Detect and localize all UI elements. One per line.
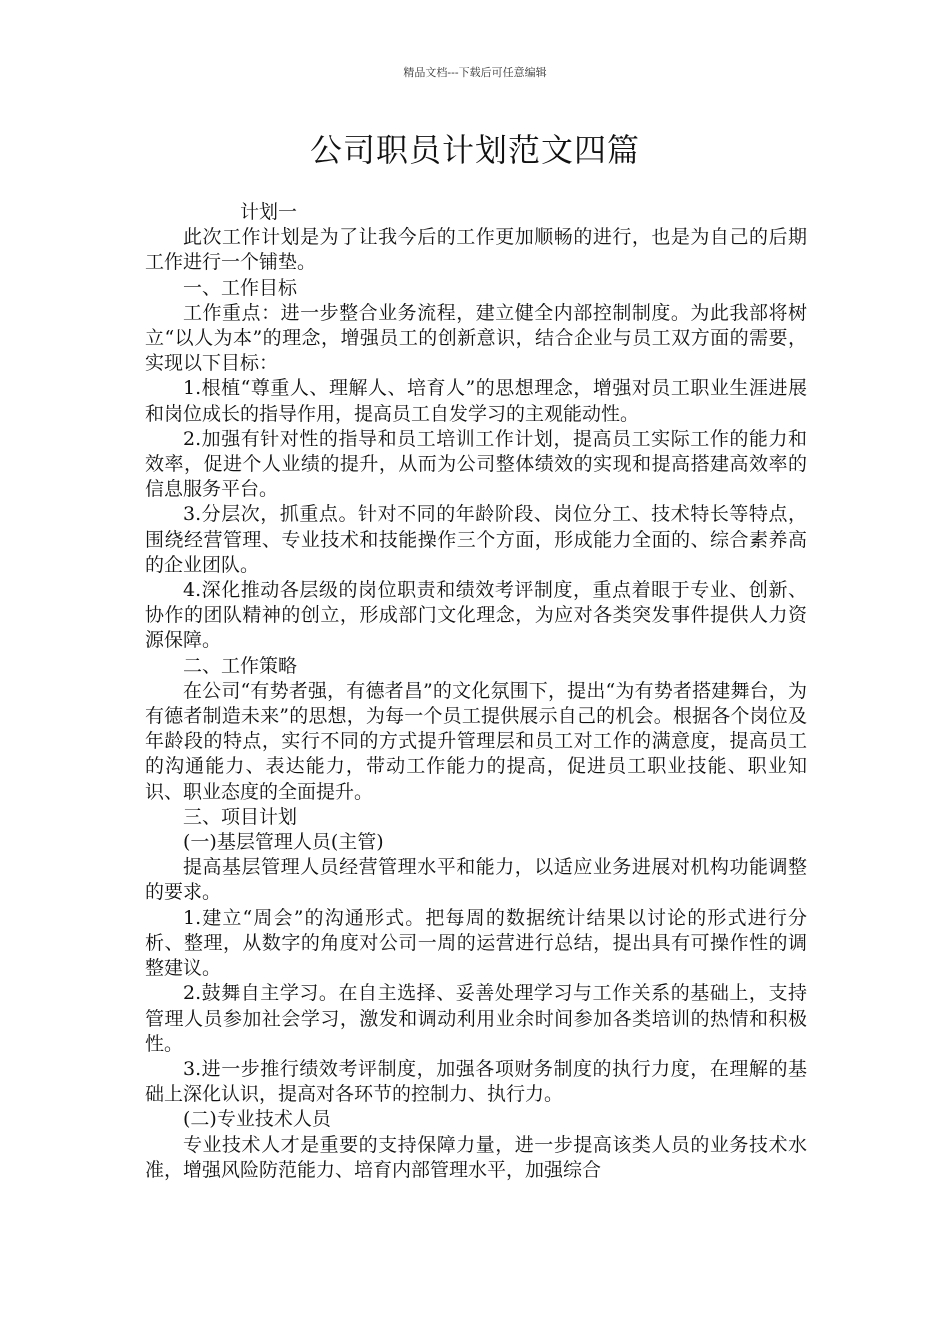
goal-item-2: 2.加强有针对性的指导和员工培训工作计划，提高员工实际工作的能力和效率，促进个人业绩的提升，从而为公司整体绩效的实现和提高搭建高效率的信息服务平台。 [145,427,807,501]
section-heading-work-goals: 一、工作目标 [183,276,298,299]
plan-label: 计划一 [240,201,298,223]
section-heading-project-plan: 三、项目计划 [183,805,298,828]
goal-item-3: 3.分层次，抓重点。针对不同的年龄阶段、岗位分工、技术特长等特点，围绕经营管理、专业技术和技能操作三个方面，形成能力全面的、综合素养高的企业团队。 [145,503,807,576]
managers-intro-paragraph: 提高基层管理人员经营管理水平和能力，以适应业务进展对机构功能调整的要求。 [145,856,807,904]
section-heading-work-strategy: 二、工作策略 [183,654,298,677]
managers-item-3: 3.进一步推行绩效考评制度，加强各项财务制度的执行力度，在理解的基础上深化认识，提高对各环节的控制力、执行力。 [145,1057,807,1106]
subsection-heading-grassroots-managers: (一)基层管理人员(主管) [183,831,384,854]
goal-item-4: 4.深化推动各层级的岗位职责和绩效考评制度，重点着眼于专业、创新、协作的团队精神的创立，形成部门文化理念，为应对各类突发事件提供人力资源保障。 [145,579,807,652]
technical-staff-paragraph: 专业技术人才是重要的支持保障力量，进一步提高该类人员的业务技术水准，增强风险防范能力、培育内部管理水平，加强综合 [145,1133,807,1181]
strategy-paragraph: 在公司“有势者强，有德者昌”的文化氛围下，提出“为有势者搭建舞台，为有德者制造未来”的思想，为每一个员工提供展示自己的机会。根据各个岗位及年龄段的特点，实行不同的方式提升管理层和员工对工作的满意度，提高员工的沟通能力、表达能力，带动工作能力的提高，促进员工职业技能、职业知识、职业态度的全面提升。 [145,679,807,803]
intro-paragraph: 此次工作计划是为了让我今后的工作更加顺畅的进行，也是为自己的后期工作进行一个铺垫。 [145,226,807,274]
document-title: 公司职员计划范文四篇 [309,131,640,169]
page-header-note: 精品文档---下载后可任意编辑 [403,66,547,79]
document-body [145,200,807,1183]
goal-item-1: 1.根植“尊重人、理解人、培育人”的思想理念，增强对员工职业生涯进展和岗位成长的指导作用，提高员工自发学习的主观能动性。 [145,377,807,425]
managers-item-2: 2.鼓舞自主学习。在自主选择、妥善处理学习与工作关系的基础上，支持管理人员参加社会学习，激发和调动利用业余时间参加各类培训的热情和积极性。 [145,982,807,1055]
subsection-heading-technical-staff: (二)专业技术人员 [183,1108,331,1131]
work-focus-paragraph: 工作重点：进一步整合业务流程，建立健全内部控制制度。为此我部将树立“以人为本”的理念，增强员工的创新意识，结合企业与员工双方面的需要，实现以下目标： [145,301,807,375]
managers-item-1: 1.建立“周会”的沟通形式。把每周的数据统计结果以讨论的形式进行分析、整理，从数字的角度对公司一周的运营进行总结，提出具有可操作性的调整建议。 [145,906,807,980]
